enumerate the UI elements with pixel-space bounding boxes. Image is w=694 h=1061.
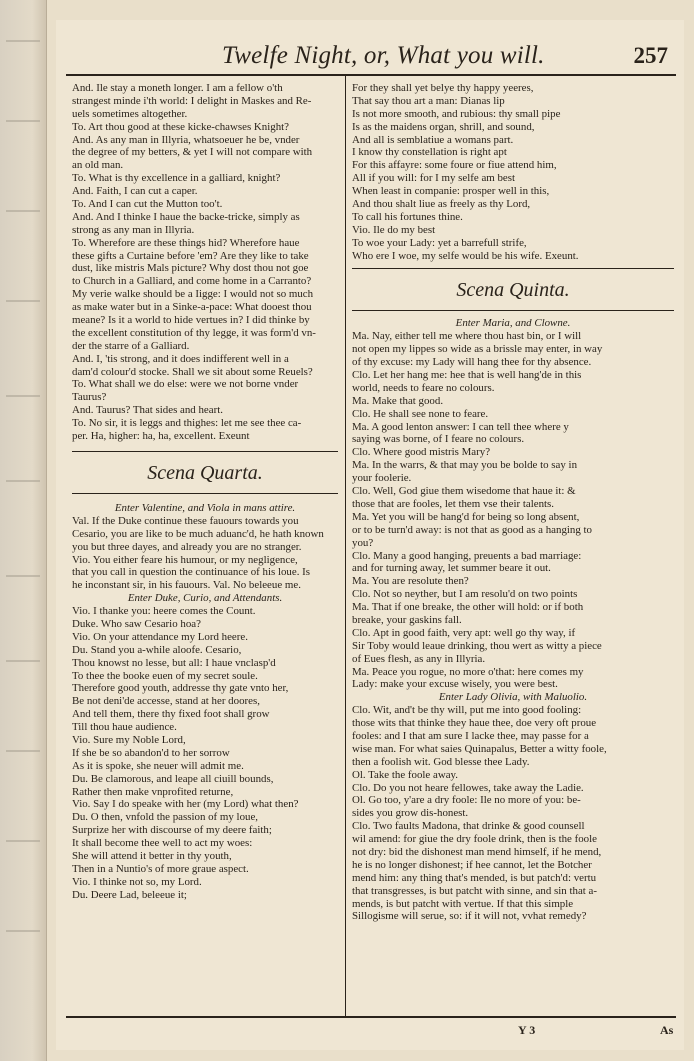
text-line: dust, like mistris Mals picture? Why dost thou not goe xyxy=(72,262,309,275)
page-number: 257 xyxy=(633,43,668,68)
text-line: Enter Maria, and Clowne. xyxy=(455,317,571,330)
text-line: Val. If the Duke continue these fauours towards you xyxy=(72,514,299,527)
text-line: Surprize her with discourse of my deere faith; xyxy=(72,824,272,837)
text-line: strong as any man in Illyria. xyxy=(72,223,195,236)
text-line: he is no longer dishonest; if hee cannot, let the Botcher xyxy=(352,858,592,871)
text-line: Ol. Take the foole away. xyxy=(352,768,458,781)
text-line: fooles: and I that am sure I lacke thee, may passe for a xyxy=(352,729,589,742)
text-line: To. Wherefore are these things hid? Wherefore haue xyxy=(72,236,300,249)
text-line: Clo. Apt in good faith, very apt: well go thy way, if xyxy=(352,626,576,639)
signature-mark: Y 3 xyxy=(518,1023,536,1037)
text-line: wise man. For what saies Quinapalus, Better a witty foole, xyxy=(352,742,607,755)
text-line: not dry: bid the dishonest man mend himself, if he mend, xyxy=(352,845,602,858)
text-line: I know thy constellation is right apt xyxy=(352,146,507,159)
text-line: To thee the booke euen of my secret soule. xyxy=(72,669,258,682)
left-column-text xyxy=(72,82,338,443)
text-line: Clo. Let her hang me: hee that is well hang'de in this xyxy=(352,369,582,382)
text-line: Who ere I woe, my selfe would be his wife. Exeunt. xyxy=(352,249,579,262)
running-head xyxy=(56,42,684,78)
text-line: Clo. Many a good hanging, preuents a bad marriage: xyxy=(352,549,582,562)
text-line: Vio. I thinke not so, my Lord. xyxy=(72,875,202,888)
text-line: these gifts a Curtaine before 'em? Are they like to take xyxy=(72,249,309,262)
text-line: Ma. A good lenton answer: I can tell thee where y xyxy=(352,420,569,433)
text-line: Ma. Make that good. xyxy=(352,394,444,407)
text-line: And all is semblatiue a womans part. xyxy=(352,133,514,146)
text-line: And thou shalt liue as freely as thy Lord, xyxy=(352,198,531,211)
right-column xyxy=(352,82,674,923)
text-line: And. Taurus? That sides and heart. xyxy=(72,404,223,417)
text-line: Enter Lady Olivia, with Maluolio. xyxy=(438,691,588,704)
text-line: To. No sir, it is leggs and thighes: let me see thee ca- xyxy=(72,417,302,430)
text-line: of thy excuse: my Lady will hang thee for thy absence. xyxy=(352,356,592,369)
text-line: Du. Be clamorous, and leape all ciuill bounds, xyxy=(72,772,274,785)
text-line: Enter Valentine, and Viola in mans attire. xyxy=(114,501,296,514)
text-line: That say thou art a man: Dianas lip xyxy=(352,94,505,107)
text-line: saying was borne, of I feare no colours. xyxy=(352,433,525,446)
text-line: Ma. That if one breake, the other will hold: or if both xyxy=(352,601,584,614)
text-line: Sillogisme will serue, so: if it will not, vvhat remedy? xyxy=(352,910,587,923)
text-line: those that are fooles, let them vse their talents. xyxy=(352,497,555,510)
scene-quarta-heading xyxy=(72,451,338,494)
text-line: And. Faith, I can cut a caper. xyxy=(72,185,198,198)
text-line: Cesario, you are like to be much aduanc'd, he hath known xyxy=(72,527,324,540)
text-line: Clo. He shall see none to feare. xyxy=(352,407,489,420)
text-line: you but three dayes, and already you are no stranger. xyxy=(72,540,302,553)
column-rule xyxy=(345,76,346,1016)
text-line: Vio. Say I do speake with her (my Lord) what then? xyxy=(72,798,299,811)
foot-rule xyxy=(66,1016,676,1018)
text-line: Vio. On your attendance my Lord heere. xyxy=(72,630,248,643)
text-line: Rather then make vnprofited returne, xyxy=(72,785,234,798)
text-line: Then in a Nuntio's of more graue aspect. xyxy=(72,862,249,875)
text-line: And. As any man in Illyria, whatsoeuer he be, vnder xyxy=(72,133,300,146)
scene-quinta-heading xyxy=(352,268,674,311)
text-line: Ma. Yet you will be hang'd for being so long absent, xyxy=(352,510,580,523)
scene-rule xyxy=(352,310,674,311)
text-line: der the starre of a Galliard. xyxy=(72,339,190,352)
text-line: that transgresses, is but patcht with sinne, and sin that a- xyxy=(352,884,597,897)
text-line: Vio. Ile do my best xyxy=(352,223,436,236)
text-line: your foolerie. xyxy=(352,472,412,485)
text-line: mends, is but patcht with vertue. If that this simple xyxy=(352,897,574,910)
text-line: Vio. You either feare his humour, or my negligence, xyxy=(72,553,298,566)
text-line: Ol. Go too, y'are a dry foole: Ile no more of you: be- xyxy=(352,794,581,807)
text-line: per. Ha, higher: ha, ha, excellent. Exeunt xyxy=(72,430,250,443)
text-line: an old man. xyxy=(72,159,124,172)
text-line: If she be so abandon'd to her sorrow xyxy=(72,746,230,759)
text-line: And. And I thinke I haue the backe-tricke, simply as xyxy=(72,210,300,223)
text-line: And. Ile stay a moneth longer. I am a fellow o'th xyxy=(72,82,283,94)
text-line: dam'd colour'd stocke. Shall we sit about some Reuels? xyxy=(72,365,313,378)
text-line: For this affayre: some foure or fiue attend him, xyxy=(352,159,557,172)
text-line: world, needs to feare no colours. xyxy=(352,381,495,394)
text-line: Ma. Peace you rogue, no more o'that: here comes my xyxy=(352,665,584,678)
text-line: mend him: any thing that's mended, is but patch'd: vertu xyxy=(352,871,597,884)
text-line: Enter Duke, Curio, and Attendants. xyxy=(127,592,283,605)
text-line: Sir Toby would leaue drinking, thou wert as witty a piece xyxy=(352,639,602,652)
text-line: To. What is thy excellence in a galliard, knight? xyxy=(72,172,281,185)
text-line: Du. Deere Lad, beleeue it; xyxy=(72,888,187,901)
text-line: Ma. Nay, either tell me where thou hast bin, or I will xyxy=(352,330,582,343)
text-line: Vio. Sure my Noble Lord, xyxy=(72,733,186,746)
folio-page xyxy=(56,20,684,1050)
text-line: And tell them, there thy fixed foot shall grow xyxy=(72,708,270,721)
text-line: To woe your Lady: yet a barrefull strife, xyxy=(352,236,527,249)
text-line: Till thou haue audience. xyxy=(72,721,177,734)
text-line: Therefore good youth, addresse thy gate vnto her, xyxy=(72,682,289,695)
text-line: As it is spoke, she neuer will admit me. xyxy=(72,759,244,772)
text-line: you? xyxy=(352,536,374,549)
text-line: and for turning away, let summer beare it out. xyxy=(352,562,551,575)
text-line: And. I, 'tis strong, and it does indifferent well in a xyxy=(72,352,289,365)
text-line: that you call in question the continuance of his loue. Is xyxy=(72,566,311,579)
text-line: breake, your gaskins fall. xyxy=(352,613,462,626)
scene-title: Scena Quarta. xyxy=(147,461,263,484)
text-line: Lady: make your excuse wisely, you were best. xyxy=(352,678,558,691)
text-line: wil amend: for giue the dry foole drink, then is the foole xyxy=(352,833,597,846)
text-line: Clo. Two faults Madona, that drinke & good counsell xyxy=(352,820,585,833)
text-line: Clo. Wit, and't be thy will, put me into good fooling: xyxy=(352,704,582,717)
text-line: To. What shall we do else: were we not borne vnder xyxy=(72,378,299,391)
text-line: Clo. Not so neyther, but I am resolu'd on two points xyxy=(352,588,578,601)
text-line: Thou knowst no lesse, but all: I haue vnclasp'd xyxy=(72,656,276,669)
text-line: Ma. You are resolute then? xyxy=(352,575,469,588)
head-rule xyxy=(66,74,676,76)
text-line: the degree of my betters, & yet I will not compare with xyxy=(72,146,313,159)
text-line: strangest minde i'th world: I delight in Maskes and Re- xyxy=(72,94,312,107)
text-line: meane? Is it a world to hide vertues in? I did thinke by xyxy=(72,314,310,327)
catchword: As xyxy=(660,1023,674,1037)
scene-quinta-text xyxy=(352,317,674,923)
text-line: to Church in a Galliard, and come home in a Carranto? xyxy=(72,275,312,288)
text-line: Ma. In the warrs, & that may you be bolde to say in xyxy=(352,459,578,472)
text-line: uels sometimes altogether. xyxy=(72,107,188,120)
binding-gutter xyxy=(0,0,47,1061)
text-line: My verie walke should be a Iigge: I would not so much xyxy=(72,288,314,301)
text-line: When least in companie: prosper well in this, xyxy=(352,185,550,198)
scene-quarta-text xyxy=(72,502,338,902)
text-line: Du. Stand you a-while aloofe. Cesario, xyxy=(72,643,242,656)
text-line: not open my lippes so wide as a brissle may enter, in way xyxy=(352,343,603,356)
scene-title: Scena Quinta. xyxy=(456,279,570,302)
text-line: those wits that thinke they haue thee, doe very oft proue xyxy=(352,717,597,730)
text-line: sides you grow dis-honest. xyxy=(352,807,469,820)
text-line: Clo. Well, God giue them wisedome that haue it: & xyxy=(352,485,576,498)
text-line: Taurus? xyxy=(72,391,107,404)
text-line: then a foolish wit. God blesse thee Lady. xyxy=(352,755,530,768)
text-line: Duke. Who saw Cesario hoa? xyxy=(72,617,201,630)
text-line: the excellent constitution of thy legge, it was form'd vn- xyxy=(72,326,316,339)
text-line: To. Art thou good at these kicke-chawses Knight? xyxy=(72,120,289,133)
text-line: Is as the maidens organ, shrill, and sound, xyxy=(352,120,535,133)
text-line: as make water but in a Sinke-a-pace: What dooest thou xyxy=(72,301,312,314)
text-line: All if you will: for I my selfe am best xyxy=(352,172,516,185)
right-column-text xyxy=(352,82,674,262)
play-title: Twelfe Night, or, What you will. xyxy=(222,42,545,69)
text-line: To. And I can cut the Mutton too't. xyxy=(72,198,223,211)
text-line: he inconstant sir, in his fauours. Val. No beleeue me. xyxy=(72,579,301,592)
text-line: To call his fortunes thine. xyxy=(352,210,463,223)
text-line: Du. O then, vnfold the passion of my loue, xyxy=(72,811,259,824)
text-line: of Eues flesh, as any in Illyria. xyxy=(352,652,486,665)
text-line: It shall become thee well to act my woes: xyxy=(72,837,253,850)
left-column xyxy=(72,82,338,902)
text-line: She will attend it better in thy youth, xyxy=(72,849,232,862)
text-line: or to be turn'd away: is not that as good as a hanging to xyxy=(352,523,592,536)
text-line: Be not deni'de accesse, stand at her doores, xyxy=(72,695,260,708)
scene-rule xyxy=(72,493,338,494)
text-line: For they shall yet belye thy happy yeeres, xyxy=(352,82,534,94)
text-line: Is not more smooth, and rubious: thy small pipe xyxy=(352,107,561,120)
text-line: Clo. Do you not heare fellowes, take away the Ladie. xyxy=(352,781,584,794)
text-line: Clo. Where good mistris Mary? xyxy=(352,446,491,459)
text-line: Vio. I thanke you: heere comes the Count. xyxy=(72,605,256,618)
